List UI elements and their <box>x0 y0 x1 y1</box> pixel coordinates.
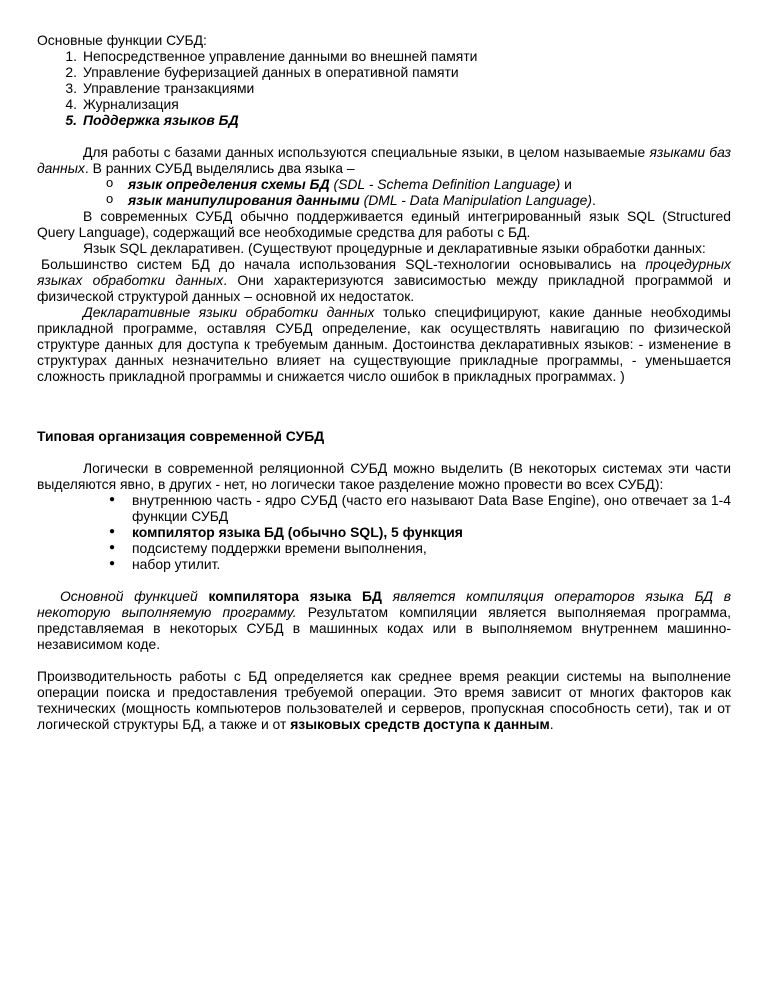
performance-paragraph <box>37 668 731 732</box>
list-number: 4. <box>65 96 77 112</box>
list-item-text: подсистему поддержки времени выполнения, <box>132 540 427 556</box>
text-run: является компиляция операторов языка БД в некоторую выполняемую программу. <box>37 588 732 620</box>
list-item <box>37 64 731 80</box>
text-run: Декларативные языки обработки данных <box>83 304 375 320</box>
list-item-text: Управление буферизацией данных в оперативной памяти <box>83 64 459 80</box>
procedural-paragraph <box>37 256 731 304</box>
text-run: Производительность работы с БД определяется как среднее время реакции системы на выполнение операции поиска и предоставления требуемой операции. Это время зависит от многих факторов как технических (мощность компьютеров пользователей и серверов, пропускная способность сети), так и от логической структуры БД, а также и от <box>37 668 731 732</box>
text-run: . <box>591 192 596 208</box>
declarative-paragraph <box>37 304 731 384</box>
list-item-text: Управление транзакциями <box>83 80 255 96</box>
text-run: язык манипулирования данными <box>128 192 360 208</box>
circle-bullet-icon: o <box>106 191 114 206</box>
list-item <box>37 96 731 112</box>
text-run: (DML - Data Manipulation Language) <box>359 192 592 208</box>
list-number: 5. <box>65 112 77 128</box>
list-item <box>37 48 731 64</box>
text-run: и <box>560 176 572 192</box>
list-item-text: Непосредственное управление данными во внешней памяти <box>83 48 478 64</box>
text-run: язык определения схемы БД <box>128 176 330 192</box>
list-item-text: Поддержка языков БД <box>83 112 239 128</box>
languages-paragraph <box>37 144 731 176</box>
bullet-icon: ● <box>109 526 116 537</box>
text-run: языковых средств доступа к данным <box>290 716 550 732</box>
bullet-icon: ● <box>109 558 116 569</box>
list-item-text: компилятор языка БД (обычно SQL), 5 функция <box>132 524 463 540</box>
text-run: Большинство систем БД до начала использования SQL-технологии основывались на <box>41 256 646 272</box>
list-number: 1. <box>65 48 77 64</box>
list-item-text: Журнализация <box>83 96 179 112</box>
functions-list <box>37 48 731 128</box>
text-run: . В ранних СУБД выделялись два языка – <box>84 160 355 176</box>
list-item <box>37 524 731 540</box>
text-run: языками баз данных <box>37 144 731 176</box>
list-item-text: внутреннюю часть - ядро СУБД (часто его называют Data Base Engine), оно отвечает за 1-4 функции СУБД <box>132 492 731 524</box>
list-item <box>37 80 731 96</box>
text-run: только специфицируют, какие данные необходимы прикладной программе, оставляя СУБД определение, как осуществлять навигацию по физической структуре данных для доступа к требуемым данным. Достоинства декларативных языков: - изменение в структурах данных незначительно влияет на существующие прикладные программы, - уменьшается сложность прикладной программы и снижается число ошибок в прикладных программах. ) <box>37 304 731 384</box>
list-item-text: набор утилит. <box>132 556 221 572</box>
list-number: 2. <box>65 64 77 80</box>
sql-declarative-paragraph: Язык SQL декларативен. (Существуют процедурные и декларативные языки обработки данных: <box>83 240 706 256</box>
text-run: . <box>549 716 554 732</box>
text-run: компилятора языка БД <box>208 588 382 604</box>
organization-paragraph: Логически в современной реляционной СУБД можно выделить (В некоторых системах эти части выделяются явно, в других - нет, но логически такое разделение можно провести во всех СУБД): <box>37 460 731 492</box>
list-item <box>37 192 731 208</box>
list-item <box>37 112 731 128</box>
text-run: процедурных языках обработки данных <box>37 256 731 288</box>
text-run: . Они характеризуются зависимостью между прикладной программой и физической структурой данных – основной их недостаток. <box>37 272 731 304</box>
circle-bullet-icon: o <box>106 175 114 190</box>
text-run: Результатом компиляции является выполняемая программа, представляемая в некоторых СУБД в машинных кодах или в выполняемом внутреннем машинно-независимом коде. <box>37 604 731 652</box>
bullet-icon: ● <box>109 494 116 505</box>
list-item <box>37 556 731 572</box>
text-run: Основной функцией <box>60 588 209 604</box>
languages-list <box>37 176 731 208</box>
list-item <box>37 492 731 524</box>
list-number: 3. <box>65 80 77 96</box>
components-list <box>37 492 731 572</box>
compiler-paragraph <box>37 588 731 652</box>
sql-paragraph: В современных СУБД обычно поддерживается единый интегрированный язык SQL (Structured Query Language), содержащий все необходимые средства для работы с БД. <box>37 208 731 240</box>
section-heading: Типовая организация современной СУБД <box>37 428 325 444</box>
functions-title: Основные функции СУБД: <box>37 32 207 48</box>
list-item <box>37 540 731 556</box>
bullet-icon: ● <box>109 542 116 553</box>
document-page <box>37 32 731 732</box>
list-item <box>37 176 731 192</box>
text-run: Для работы с базами данных используются специальные языки, в целом называемые <box>83 144 650 160</box>
text-run: (SDL - Schema Definition Language) <box>329 176 561 192</box>
